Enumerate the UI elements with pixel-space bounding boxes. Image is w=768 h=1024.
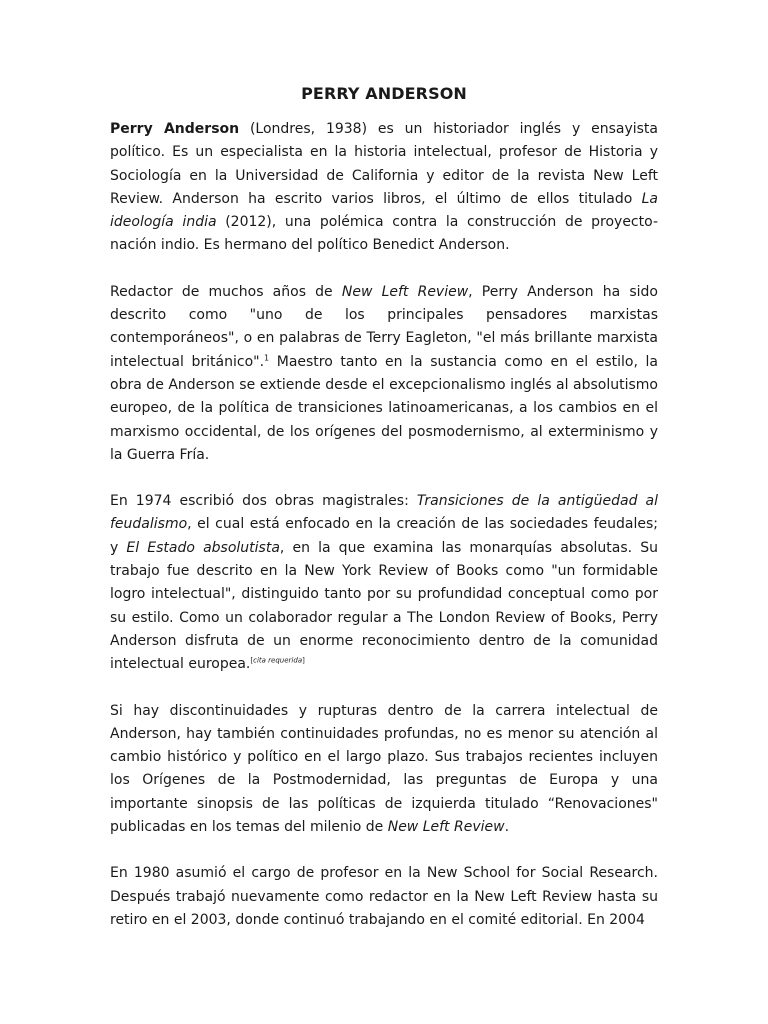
text-run: Maestro tanto en la sustancia como en el estilo, la obra de Anderson se extiende desde el excepcionalismo inglés al absolutismo europeo, de la política de transiciones latinoamericanas, a los cambios en el marxismo occidental, de los orígenes del posmodernismo, al exterminismo y la Guerra Fría. bbox=[110, 353, 658, 463]
citation-bracket: [ bbox=[250, 656, 254, 665]
text-run: . bbox=[504, 819, 510, 836]
citation-bracket: ] bbox=[302, 656, 305, 665]
paragraph-works bbox=[110, 490, 658, 676]
text-run: Si hay discontinuidades y rupturas dentro de la carrera intelectual de Anderson, hay también continuidades profundas, no es menor su atención al cambio histórico y político en el largo plazo. Sus trabajos recientes incluyen los Orígenes de la Postmodernidad, las preguntas de Europa y una importante sinopsis de las políticas de izquierda titulado “Renovaciones" publicadas en los temas del milenio de bbox=[110, 702, 658, 836]
paragraph-career bbox=[110, 862, 658, 932]
citation-needed[interactable] bbox=[250, 657, 304, 665]
text-run: (Londres, 1938) es un historiador inglés y ensayista político. Es un especialista en la historia intelectual, profesor de Historia y Sociología en la Universidad de California y editor de la revista New Left Review. Anderson ha escrito varios libros, el último de ellos titulado bbox=[110, 121, 658, 207]
book-title: El Estado absolutista bbox=[126, 539, 280, 556]
paragraph-intro bbox=[110, 118, 658, 258]
page-title: PERRY ANDERSON bbox=[301, 84, 467, 103]
text-run: Redactor de muchos años de bbox=[110, 283, 342, 300]
paragraph-continuities bbox=[110, 700, 658, 840]
text-run: , el cual está enfocado en la creación de las sociedades feudales; y bbox=[110, 516, 658, 556]
text-run: , en la que examina las monarquías absolutas. Su trabajo fue descrito en la New York Review of Books como "un formidable logro intelectual", distinguido tanto por su profundidad conceptual como por su estilo. Como un colaborador regular a The London Review of Books, Perry Anderson disfruta de un enorme reconocimiento dentro de la comunidad intelectual europea. bbox=[110, 539, 659, 673]
text-run: En 1974 escribió dos obras magistrales: bbox=[110, 493, 417, 510]
citation-text: cita requerida bbox=[253, 656, 303, 665]
text-run: En 1980 asumió el cargo de profesor en la New School for Social Research. Después trabajó nuevamente como redactor en la New Left Review hasta su retiro en el 2003, donde continuó trabajando en el comité editorial. En 2004 bbox=[110, 865, 658, 928]
book-title: La ideología india bbox=[110, 190, 658, 231]
journal-title: New Left Review bbox=[387, 819, 505, 836]
text-run: , Perry Anderson ha sido descrito como "uno de los principales pensadores marxistas contemporáneos", o en palabras de Terry Eagleton, "el más brillante marxista intelectual británico". bbox=[110, 283, 658, 370]
footnote-ref[interactable]: 1 bbox=[264, 353, 270, 363]
text-run: (2012), una polémica contra la construcción de proyecto-nación indio. Es hermano del político Benedict Anderson. bbox=[110, 214, 658, 254]
journal-title: New Left Review bbox=[341, 283, 469, 300]
paragraph-editor bbox=[110, 281, 658, 467]
subject-name: Perry Anderson bbox=[110, 121, 240, 137]
book-title: Transiciones de la antigüedad al feudalismo bbox=[110, 493, 658, 533]
